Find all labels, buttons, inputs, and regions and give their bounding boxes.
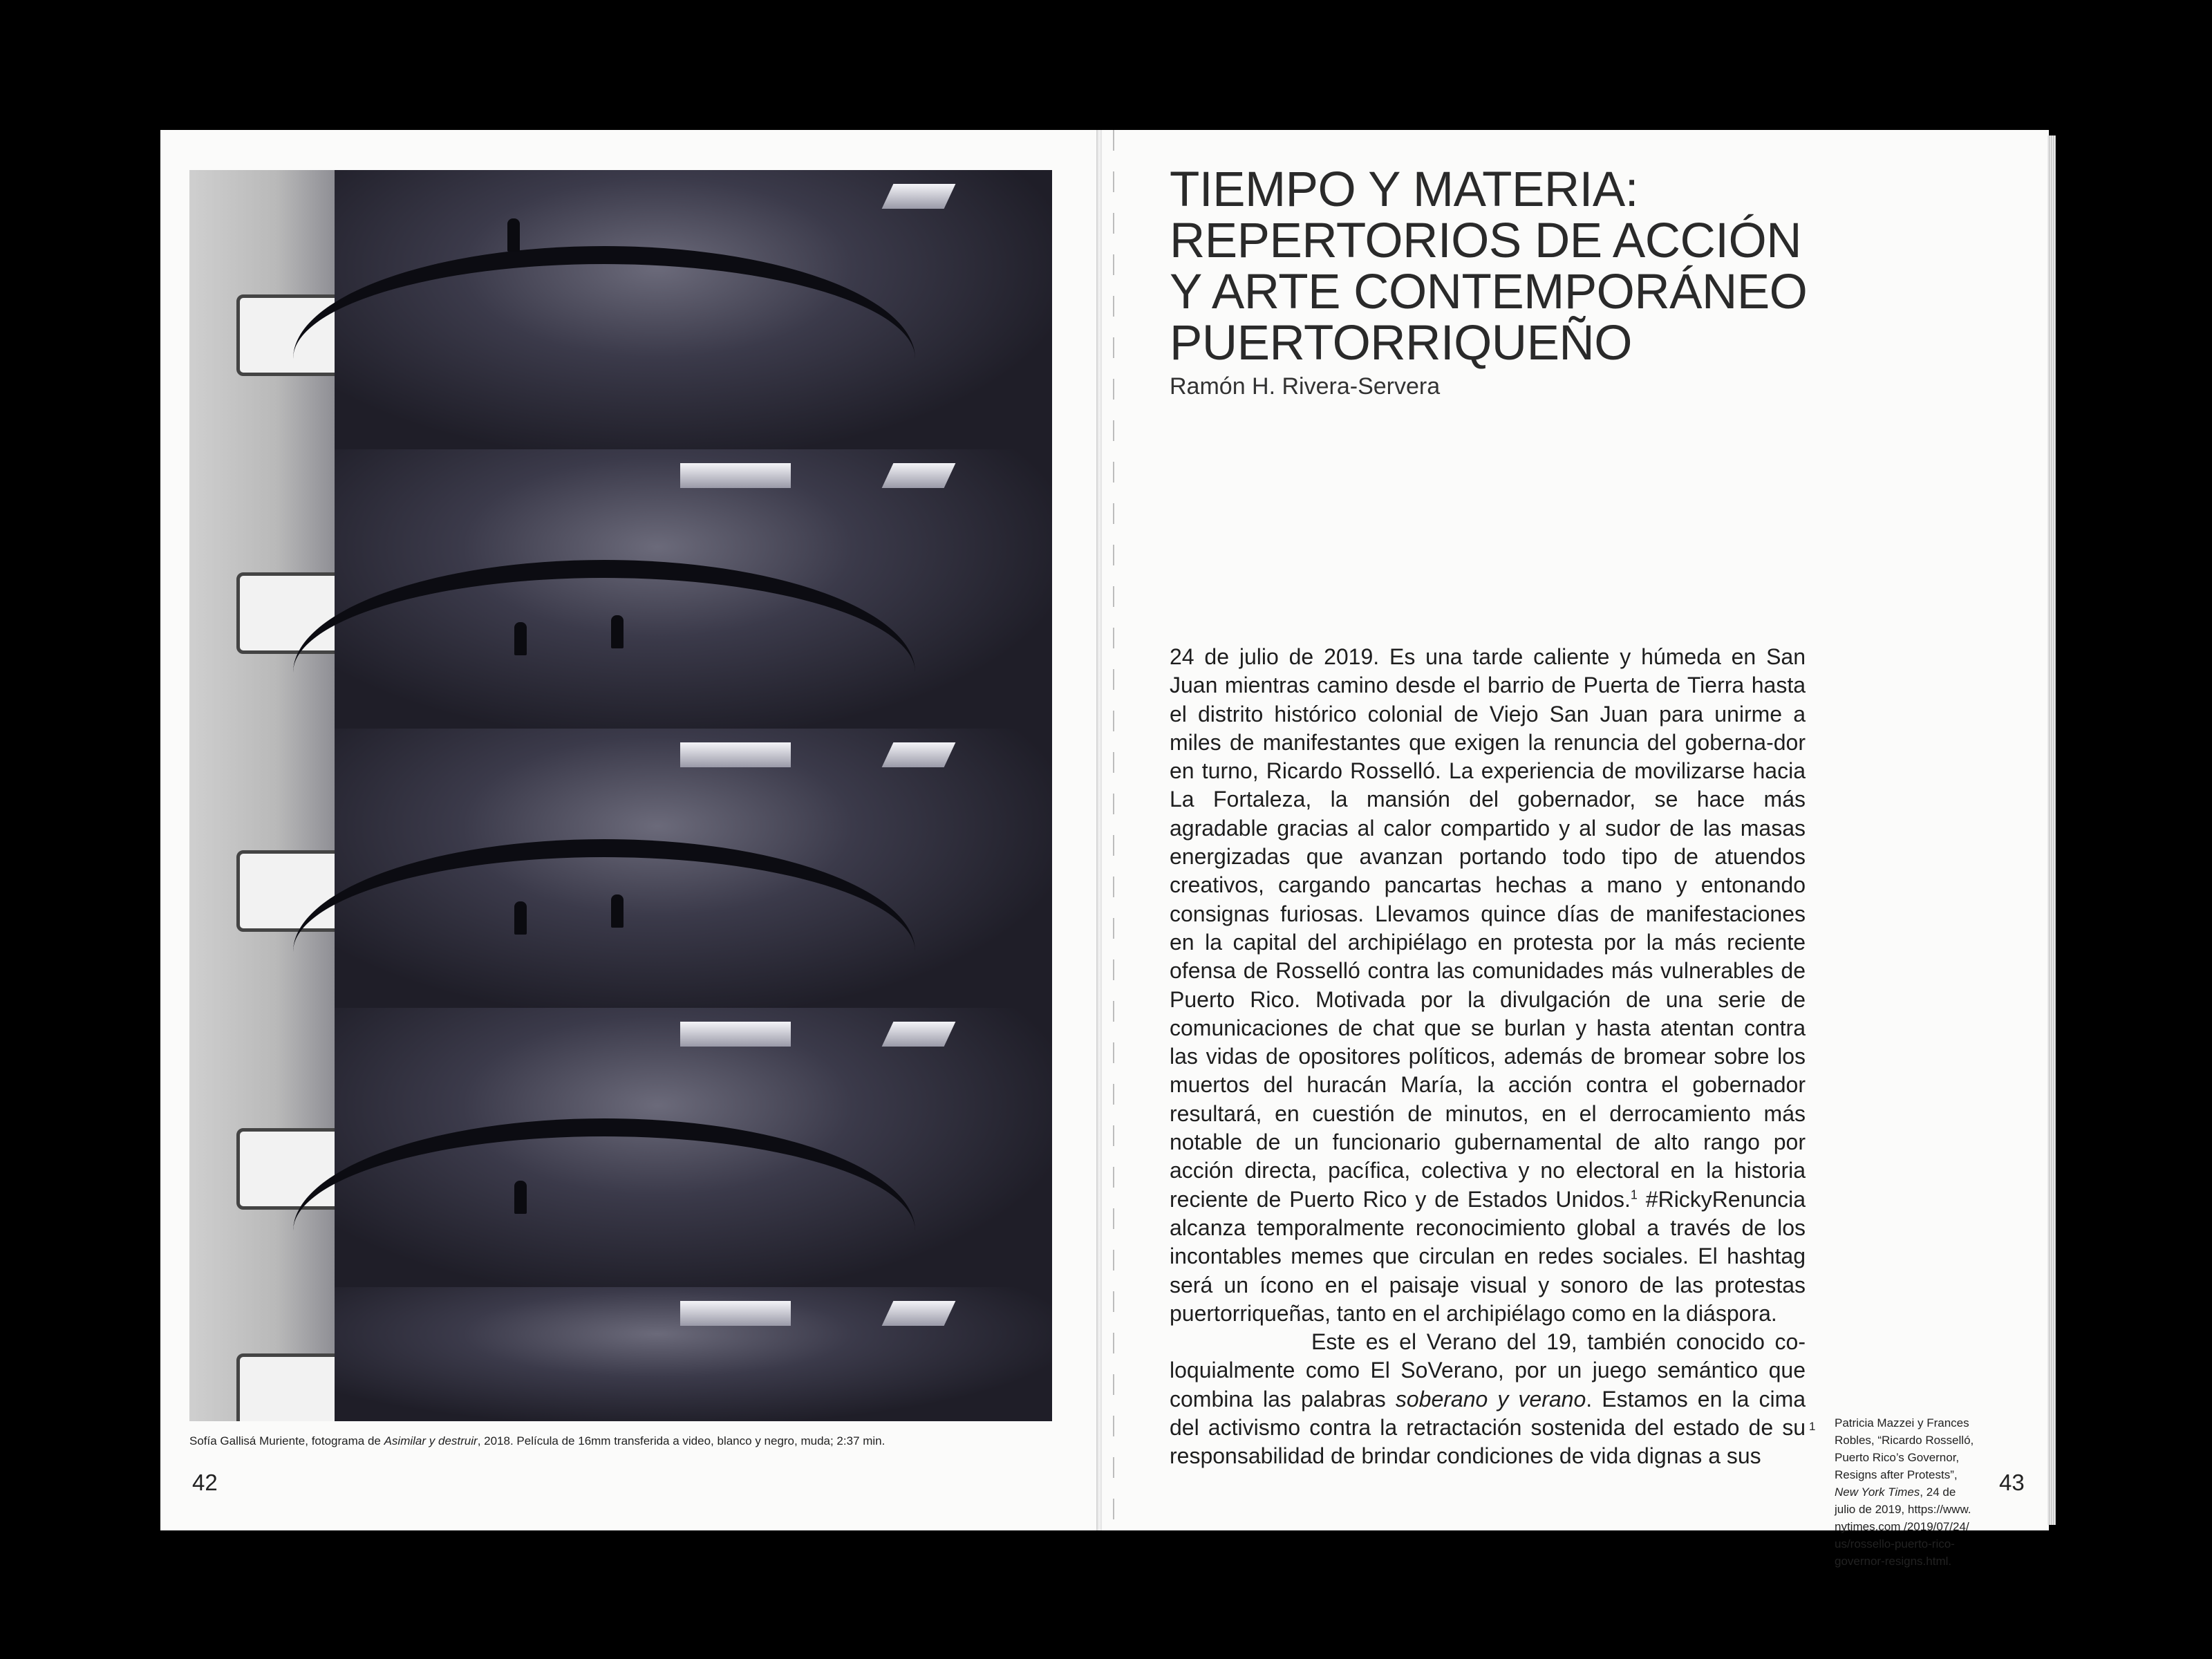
footnote-reference[interactable]: 1 <box>1630 1187 1638 1201</box>
paragraph-2: Este es el Verano del 19, también conocido co-loquialmente como El SoVerano, por un juego semántico que combina las palabras soberano y verano. Estamos en la cima del activismo contra la retractación sostenida del estado de su responsabilidad de brindar condiciones de vida dignas a sus <box>1170 1329 1806 1469</box>
article-body <box>1170 643 1806 1471</box>
binding-thread <box>1113 130 1114 1530</box>
film-frame <box>335 1008 1052 1290</box>
film-frame <box>335 170 1052 452</box>
footnote: Patricia Mazzei y Frances Robles, “Ricardo Rosselló, Puerto Rico’s Governor, Resigns after Protests”, New York Times, 24 de julio de 2019, https://www. nytimes.com /2019/07/24/ us/rossello-puerto-rico- governor-resigns.html. <box>1835 1416 1974 1568</box>
left-page <box>160 130 1098 1530</box>
article-title: TIEMPO Y MATERIA: REPERTORIOS DE ACCIÓN Y ARTE CONTEMPORÁNEO PUERTORRIQUEÑO <box>1170 162 1808 371</box>
paragraph-1: 24 de julio de 2019. Es una tarde caliente y húmeda en San Juan mientras camino desde el barrio de Puerta de Tierra hasta el distrito histórico colonial de Viejo San Juan para unirme a miles de manifestantes que exigen la renuncia del goberna-dor en turno, Ricardo Rosselló. La experiencia de movilizarse hacia La Fortaleza, la mansión del gobernador, se hace más agradable gracias al calor compartido y al sudor de las masas energizadas que avanzan portando todo tipo de atuendos creativos, cargando pancartas hechas a mano y entonando consignas furiosas. Llevamos quince días de manifestaciones en la capital del archipiélago en protesta por la más reciente ofensa de Rosselló contra las comunidades más vulnerables de Puerto Rico. Motivada por la divulgación de una serie de comunicaciones de chat que se burlan y hasta atentan contra las vidas de opositores políticos, además de bromear sobre los muertos del huracán María, la acción contra el gobernador resultará, en cuestión de minutos, en el derrocamiento más notable de un funcionario gubernamental de alto rango por acción directa, pacífica, colectiva y no electoral en la historia reciente de Puerto Rico y de Estados Unidos.$^1$ #RickyRenuncia alcanza temporalmente reconocimiento global a través de los incontables memes que circulan en redes sociales. El hashtag será un ícono en el paisaje visual y sonoro de las protestas puertorriqueñas, tanto en el archipiélago como en la diáspora. <box>1170 644 1806 1326</box>
film-still-photo <box>189 170 1052 1421</box>
film-frame <box>335 1287 1052 1421</box>
film-frame <box>335 729 1052 1011</box>
film-frame <box>335 449 1052 731</box>
sprocket-hole <box>236 1353 347 1421</box>
page-stack-edge <box>2047 135 2056 1525</box>
article-author: Ramón H. Rivera-Servera <box>1170 373 1441 400</box>
photo-caption: Sofía Gallisá Muriente, fotograma de Asimilar y destruir, 2018. Película de 16mm transferida a video, blanco y negro, muda; 2:37 min. <box>189 1434 885 1447</box>
page-number-right: 43 <box>1999 1470 2025 1495</box>
right-page <box>1102 130 2049 1568</box>
footnote-number: 1 <box>1809 1420 1816 1433</box>
page-number-left: 42 <box>192 1470 218 1495</box>
